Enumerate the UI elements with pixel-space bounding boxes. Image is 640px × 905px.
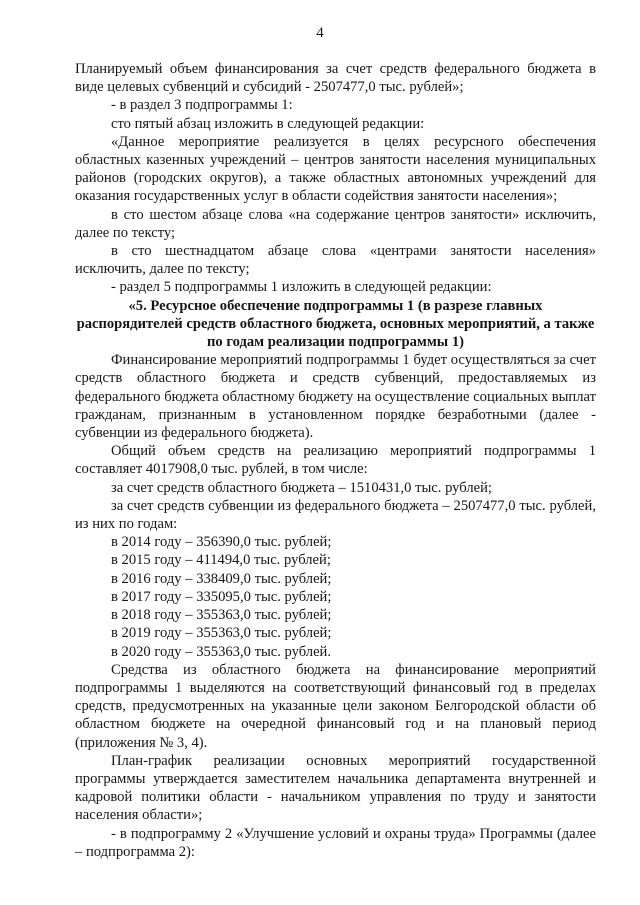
paragraph-funding-plan: Планируемый объем финансирования за счет средств федерального бюджета в виде целевых субвенций и субсидий - 2507477,0 тыс. рублей»; [75, 61, 596, 96]
year-item: в 2014 году – 356390,0 тыс. рублей; [111, 534, 332, 551]
page-number: 4 [316, 25, 324, 41]
year-item: в 2018 году – 355363,0 тыс. рублей; [111, 607, 332, 624]
year-item: в 2020 году – 355363,0 тыс. рублей. [111, 643, 332, 660]
paragraph-federal-subvention: за счет средств субвенции из федерального бюджета – 2507477,0 тыс. рублей, из них по годам: [75, 497, 596, 533]
paragraph-subprogram2: - в подпрограмму 2 «Улучшение условий и охраны труда» Программы (далее – подпрограмма 2): [75, 825, 596, 860]
paragraph-schedule: План-график реализации основных мероприятий государственной программы утверждается заместителем начальника департамента внутренней и кадровой политики области - начальником управления по труду и занятости населения области»; [75, 752, 596, 824]
paragraph-financing: Финансирование мероприятий подпрограммы 1 будет осуществляться за счет средств областного бюджета и средств субвенций, предоставляемых из федерального бюджета областному бюджету на осуществление социальных выплат гражданам, признанным в установленном порядке безработными (далее - субвенции из федерального бюджета). [75, 352, 596, 442]
year-item: в 2017 году – 335095,0 тыс. рублей; [111, 588, 332, 605]
section-heading: «5. Ресурсное обеспечение подпрограммы 1 (в разрезе главных распорядителей средств областного бюджета, основных мероприятий, а также по годам реализации подпрограммы 1) [76, 297, 595, 351]
paragraph-regional-funds: Средства из областного бюджета на финансирование мероприятий подпрограммы 1 выделяются на соответствующий финансовый год в пределах средств, предусмотренных на указанные цели законом Белгородской области об областном бюджете на очередной финансовый год и на плановый период (приложения № 3, 4). [75, 661, 596, 751]
year-item: в 2016 году – 338409,0 тыс. рублей; [111, 570, 332, 587]
paragraph-105th: сто пятый абзац изложить в следующей редакции: [111, 115, 425, 132]
document-body [75, 60, 596, 861]
paragraph-106th: в сто шестом абзаце слова «на содержание центров занятости» исключить, далее по тексту; [75, 206, 596, 241]
paragraph-total-volume: Общий объем средств на реализацию мероприятий подпрограммы 1 составляет 4017908,0 тыс. рублей, в том числе: [75, 443, 596, 478]
paragraph-116th: в сто шестнадцатом абзаце слова «центрами занятости населения» исключить, далее по тексту; [75, 243, 596, 278]
year-item: в 2015 году – 411494,0 тыс. рублей; [111, 552, 331, 569]
paragraph-section5: - раздел 5 подпрограммы 1 изложить в следующей редакции: [111, 279, 492, 296]
paragraph-quote-measure: «Данное мероприятие реализуется в целях ресурсного обеспечения областных казенных учреждений – центров занятости населения муниципальных районов (городских округов), а также областных автономных учреждений для оказания государственных услуг в области содействия занятости населения»; [75, 133, 596, 205]
year-item: в 2019 году – 355363,0 тыс. рублей; [111, 625, 332, 642]
paragraph-regional-budget: за счет средств областного бюджета – 1510431,0 тыс. рублей; [111, 479, 492, 496]
paragraph-section3: - в раздел 3 подпрограммы 1: [111, 97, 293, 114]
